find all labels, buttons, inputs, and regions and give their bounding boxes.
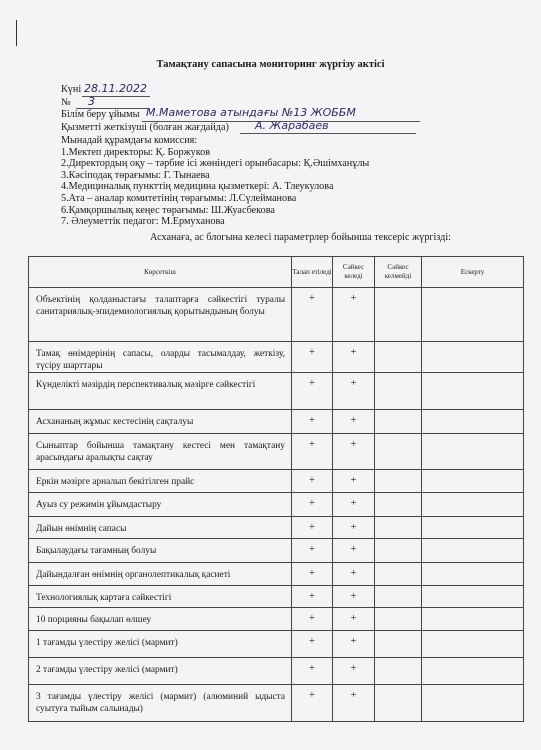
required-cell: + bbox=[292, 288, 333, 342]
table-header-row bbox=[29, 257, 524, 288]
compliant-cell: + bbox=[333, 658, 375, 685]
criterion-cell: Күнделікті мәзірдің перспективалық мәзірге сәйкестігі bbox=[29, 373, 292, 410]
noncompliant-cell bbox=[375, 517, 422, 539]
note-cell bbox=[422, 410, 524, 434]
table-row bbox=[29, 288, 524, 342]
noncompliant-cell bbox=[375, 288, 422, 342]
date-value: 28.11.2022 bbox=[84, 82, 147, 95]
compliant-cell: + bbox=[333, 288, 375, 342]
table-row bbox=[29, 373, 524, 410]
note-cell bbox=[422, 493, 524, 517]
note-cell bbox=[422, 608, 524, 631]
monitoring-table bbox=[28, 256, 524, 722]
criterion-cell: Дайын өнімнің сапасы bbox=[29, 517, 292, 539]
compliant-cell: + bbox=[333, 410, 375, 434]
note-cell bbox=[422, 685, 524, 722]
commission-heading: Мынадай құрамдағы комиссия: bbox=[61, 135, 198, 146]
criterion-cell: 3 тағамды үлестіру желісі (мармит) (алюминий ыдыста суытуға тыйым салынады) bbox=[29, 685, 292, 722]
required-cell: + bbox=[292, 373, 333, 410]
commission-member: 5.Ата – аналар комитетінің төрағымы: Л.Сүлейманова bbox=[61, 192, 297, 204]
note-cell bbox=[422, 470, 524, 493]
required-cell: + bbox=[292, 434, 333, 470]
date-label: Күні bbox=[61, 84, 82, 95]
criterion-cell: 10 порцияны бақылап өлшеу bbox=[29, 608, 292, 631]
table-row bbox=[29, 493, 524, 517]
margin-mark bbox=[16, 20, 17, 46]
criterion-cell: 2 тағамды үлестіру желісі (мармит) bbox=[29, 658, 292, 685]
number-label: № bbox=[61, 97, 71, 108]
supplier-value: А. Жарабаев bbox=[255, 119, 329, 132]
table-row bbox=[29, 608, 524, 631]
noncompliant-cell bbox=[375, 493, 422, 517]
school-value: М.Маметова атындағы №13 ЖОББМ bbox=[146, 106, 356, 119]
required-cell: + bbox=[292, 608, 333, 631]
noncompliant-cell bbox=[375, 563, 422, 586]
compliant-cell: + bbox=[333, 563, 375, 586]
compliant-cell: + bbox=[333, 470, 375, 493]
criterion-cell: Еркін мәзірге арналып бекітілген прайс bbox=[29, 470, 292, 493]
required-cell: + bbox=[292, 631, 333, 658]
compliant-cell: + bbox=[333, 342, 375, 373]
table-row bbox=[29, 470, 524, 493]
note-cell bbox=[422, 539, 524, 563]
header-indicator: Көрсеткіш bbox=[29, 257, 292, 288]
noncompliant-cell bbox=[375, 342, 422, 373]
compliant-cell: + bbox=[333, 539, 375, 563]
noncompliant-cell bbox=[375, 608, 422, 631]
header-note: Ескерту bbox=[422, 257, 524, 288]
note-cell bbox=[422, 631, 524, 658]
document-title: Тамақтану сапасына мониторинг жүргізу актісі bbox=[156, 59, 385, 70]
inspection-intro: Асханаға, ас блогына келесі параметрлер бойынша тексеріс жүргізді: bbox=[150, 232, 451, 243]
commission-member: 7. Әлеуметтік педагог: М.Ермуханова bbox=[61, 216, 225, 228]
compliant-cell: + bbox=[333, 685, 375, 722]
table-row bbox=[29, 631, 524, 658]
criterion-cell: Ауыз су режимін ұйымдастыру bbox=[29, 493, 292, 517]
required-cell: + bbox=[292, 563, 333, 586]
criterion-cell: Сыныптар бойынша тамақтану кестесі мен тамақтану арасындағы аралықты сақтау bbox=[29, 434, 292, 470]
table-row bbox=[29, 658, 524, 685]
supplier-underline bbox=[240, 133, 416, 134]
table-row bbox=[29, 685, 524, 722]
compliant-cell: + bbox=[333, 631, 375, 658]
table-row bbox=[29, 342, 524, 373]
noncompliant-cell bbox=[375, 586, 422, 608]
school-label: Білім беру ұйымы bbox=[61, 109, 140, 120]
header-required: Талап етіледі bbox=[292, 257, 333, 288]
note-cell bbox=[422, 288, 524, 342]
noncompliant-cell bbox=[375, 410, 422, 434]
number-value: 3 bbox=[88, 95, 95, 108]
table-row bbox=[29, 410, 524, 434]
criterion-cell: Асхананың жұмыс кестесінің сақталуы bbox=[29, 410, 292, 434]
note-cell bbox=[422, 658, 524, 685]
required-cell: + bbox=[292, 342, 333, 373]
compliant-cell: + bbox=[333, 586, 375, 608]
note-cell bbox=[422, 563, 524, 586]
commission-member: 1.Мектеп директоры: Қ. Боржуков bbox=[61, 146, 211, 158]
commission-block bbox=[61, 135, 369, 228]
noncompliant-cell bbox=[375, 373, 422, 410]
table-row bbox=[29, 517, 524, 539]
note-cell bbox=[422, 517, 524, 539]
table-row bbox=[29, 586, 524, 608]
noncompliant-cell bbox=[375, 631, 422, 658]
criterion-cell: 1 тағамды үлестіру желісі (мармит) bbox=[29, 631, 292, 658]
required-cell: + bbox=[292, 539, 333, 563]
noncompliant-cell bbox=[375, 470, 422, 493]
compliant-cell: + bbox=[333, 608, 375, 631]
criterion-cell: Тамақ өнімдерінің сапасы, оларды тасымалдау, жеткізу, түсіру шарттары bbox=[29, 342, 292, 373]
header-compliant: Сәйкес келеді bbox=[333, 257, 375, 288]
noncompliant-cell bbox=[375, 539, 422, 563]
compliant-cell: + bbox=[333, 434, 375, 470]
required-cell: + bbox=[292, 685, 333, 722]
commission-member: 6.Қамқоршылық кеңес төрағымы: Ш.Жуасбекова bbox=[61, 204, 275, 216]
required-cell: + bbox=[292, 586, 333, 608]
required-cell: + bbox=[292, 410, 333, 434]
table-row bbox=[29, 539, 524, 563]
compliant-cell: + bbox=[333, 493, 375, 517]
table-row bbox=[29, 434, 524, 470]
criterion-cell: Дайындалған өнімнің органолептикалық қасиеті bbox=[29, 563, 292, 586]
supplier-label: Қызметті жеткізуші (болған жағдайда) bbox=[61, 122, 229, 133]
required-cell: + bbox=[292, 517, 333, 539]
noncompliant-cell bbox=[375, 685, 422, 722]
commission-member: 2.Директордың оқу – тәрбие ісі жөніндегі орынбасары: Қ.Әшімханұлы bbox=[61, 158, 370, 170]
note-cell bbox=[422, 373, 524, 410]
noncompliant-cell bbox=[375, 658, 422, 685]
criterion-cell: Объектінің қолданыстағы талаптарға сәйкестігі туралы санитариялық-эпидемиологиялық қорытындының болуы bbox=[29, 288, 292, 342]
table-row bbox=[29, 563, 524, 586]
criterion-cell: Технологиялық картаға сәйкестігі bbox=[29, 586, 292, 608]
criterion-cell: Бақылаудағы тағамның болуы bbox=[29, 539, 292, 563]
compliant-cell: + bbox=[333, 373, 375, 410]
required-cell: + bbox=[292, 658, 333, 685]
note-cell bbox=[422, 342, 524, 373]
required-cell: + bbox=[292, 493, 333, 517]
commission-member: 4.Медициналық пункттің медицина қызметкері: А. Тлеукулова bbox=[61, 181, 334, 193]
note-cell bbox=[422, 434, 524, 470]
note-cell bbox=[422, 586, 524, 608]
required-cell: + bbox=[292, 470, 333, 493]
noncompliant-cell bbox=[375, 434, 422, 470]
header-noncompliant: Сәйкес келмейді bbox=[375, 257, 422, 288]
commission-member: 3.Кәсіподақ төрағымы: Г. Тынаева bbox=[61, 169, 210, 181]
compliant-cell: + bbox=[333, 517, 375, 539]
